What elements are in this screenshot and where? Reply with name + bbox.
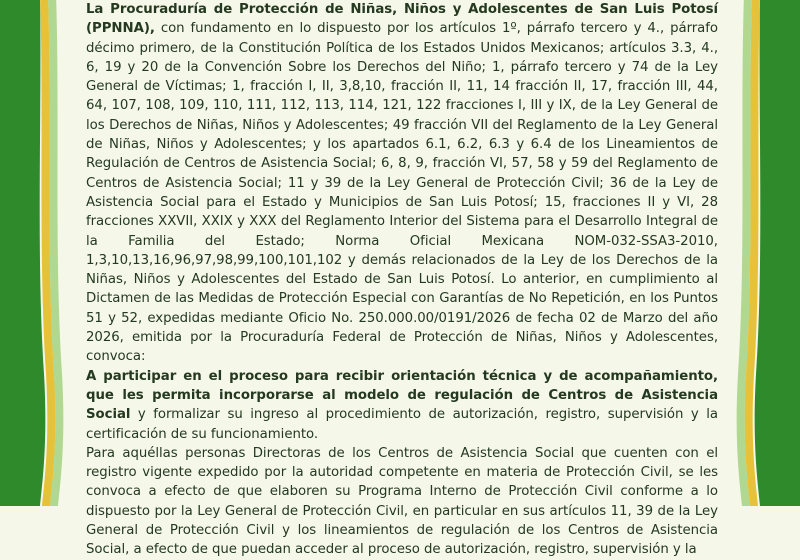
right-green-band [755,0,800,506]
call-heading: A participar en el proceso para recibir orientación técnica y de acompañamiento, que les permita incorporarse al modelo de regulación de Centros de Asistencia Social [86,368,718,423]
document-text [86,0,718,560]
directors-paragraph: Para aquéllas personas Directoras de los Centros de Asistencia Social que cuenten con el registro vigente expedido por la autoridad competente en materia de Protección Civil, se les convoca a efecto de que elaboren su Programa Interno de Protección Civil conforme a lo dispuesto por la Ley General de Protección Civil, en particular en sus artículos 11, 39 de la Ley General de Protección Civil y los lineamientos de regulación de los Centros de Asistencia Social, a efecto de que puedan acceder al proceso de autorización, registro, supervisión y la [86,445,718,558]
call-text: y formalizar su ingreso al procedimiento de autorización, registro, supervisión y la certificación de su funcionamiento. [86,407,718,442]
issuer-heading: La Procuraduría de Protección de Niñas, Niños y Adolescentes de San Luis Potosí (PPNNA), [86,2,718,37]
legal-basis-text: con fundamento en lo dispuesto por los artículos 1º, párrafo tercero y 4., párrafo décimo primero, de la Constitución Política de los Estados Unidos Mexicanos; artículos 3.3, 4., 6, 19 y 20 de la Convención Sobre los Derechos del Niño; 1, párrafo tercero y 74 de la Ley General de Víctimas; 1, fracción I, II, 3,8,10, fracción II, 11, 14 fracción II, 17, fracción III, 44, 64, 107, 108, 109, 110, 111, 112, 113, 114, 121, 122 fracciones I, III y IX, de la Ley General de los Derechos de Niñas, Niños y Adolescentes; 49 fracción VII del Reglamento de la Ley General de Niñas, Niños y Adolescentes; y los apartados 6.1, 6.2, 6.3 y 6.4 de los Lineamientos de Regulación de Centros de Asistencia Social; 6, 8, 9, fracción VI, 57, 58 y 59 del Reglamento de Centros de Asistencia Social; 11 y 39 de la Ley General de Protección Civil; 36 de la Ley de Asistencia Social para el Estado y Municipios de San Luis Potosí; 15, fracciones II y VI, 28 fracciones XXVII, XXIX y XXX del Reglamento Interior del Sistema para el Desarrollo Integral de la Familia del Estado; Norma Oficial Mexicana NOM-032-SSA3-2010, 1,3,10,13,16,96,97,98,99,100,101,102 y demás relacionados de la Ley de los Derechos de la Niñas, Niños y Adolescentes del Estado de San Luis Potosí. Lo anterior, en cumplimiento al Dictamen de las Medidas de Protección Especial con Garantías de No Repetición, en los Puntos 51 y 52, expedidas mediante Oficio No. 250.000.00/0191/2026 de fecha 02 de Marzo del año 2026, emitida por la Procuraduría Federal de Protección de Niñas, Niños y Adolescentes, convoca: [86,21,718,365]
left-light-stripe [48,0,63,506]
intro-paragraph [86,0,718,367]
left-yellow-stripe [40,0,55,506]
left-green-band [0,0,45,506]
call-paragraph [86,367,718,444]
right-yellow-stripe [745,0,760,506]
right-light-stripe [737,0,752,506]
